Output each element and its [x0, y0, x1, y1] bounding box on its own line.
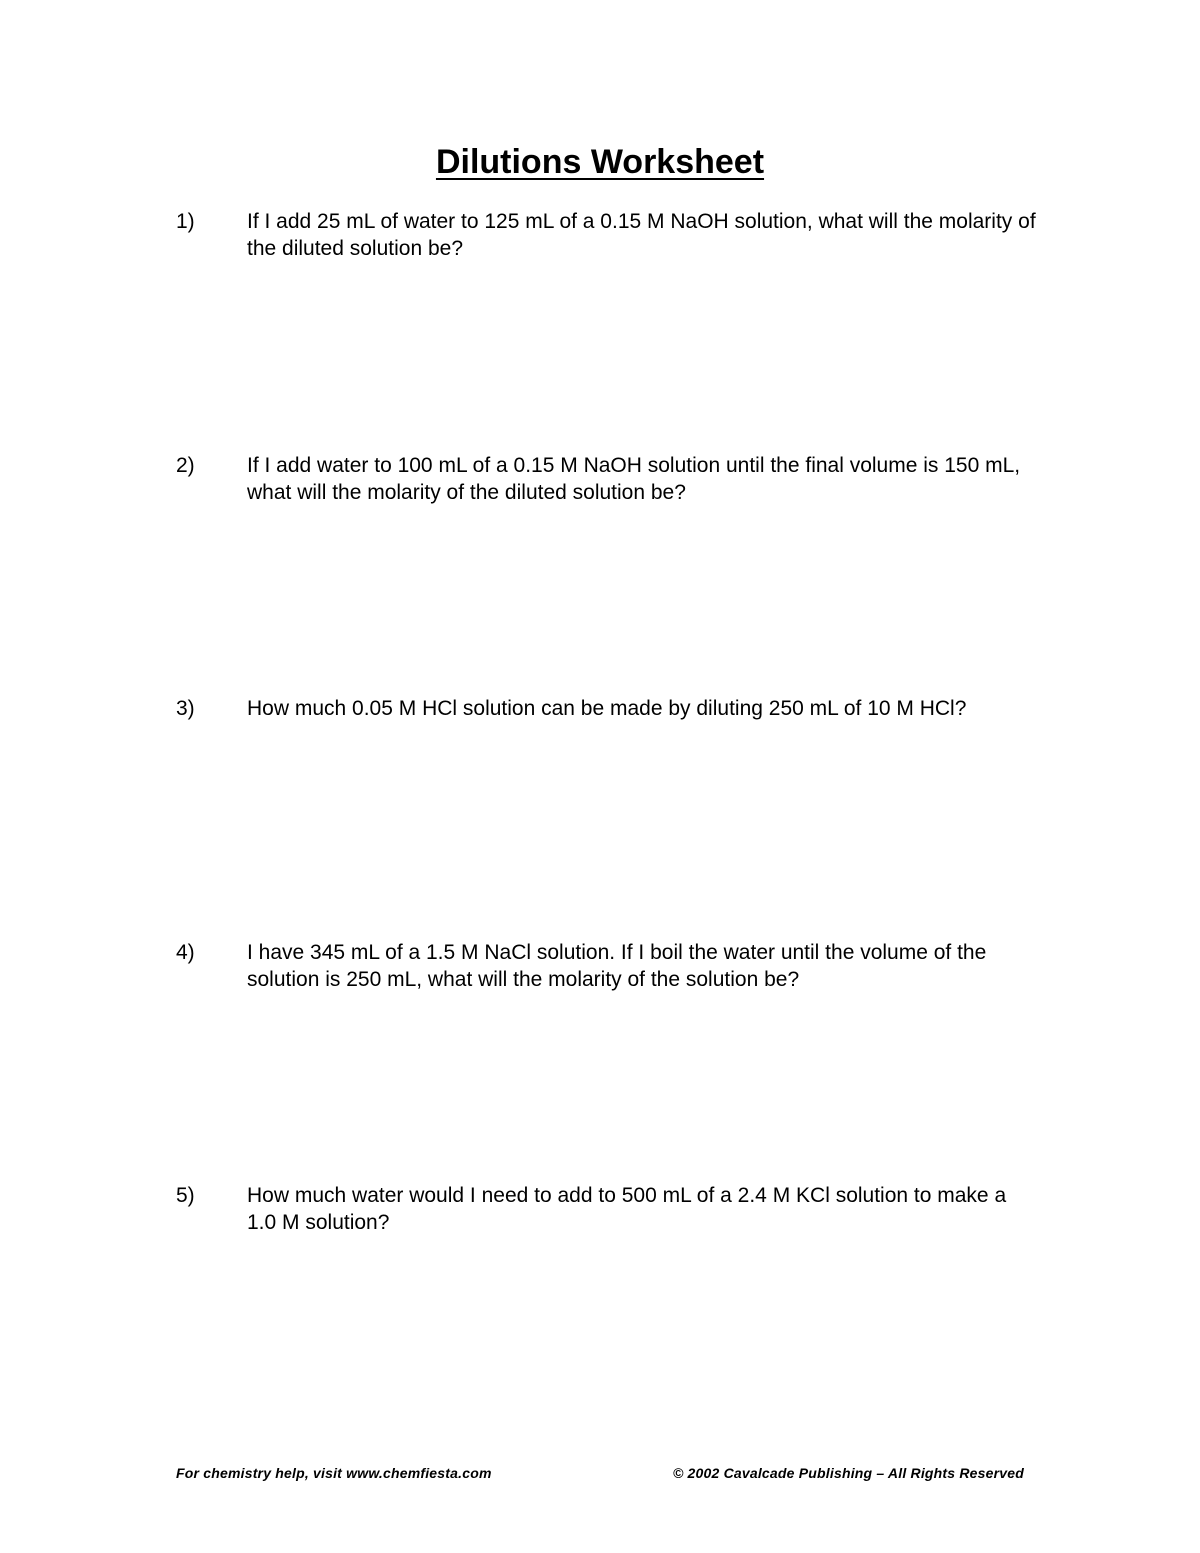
question-2: [176, 452, 1046, 506]
page-title: Dilutions Worksheet: [435, 143, 765, 181]
question-5: [176, 1182, 1046, 1236]
question-text: How much 0.05 M HCl solution can be made by diluting 250 mL of 10 M HCl?: [247, 697, 967, 720]
question-4: [176, 939, 1046, 993]
question-number: 1): [176, 210, 195, 233]
question-number: 3): [176, 697, 195, 720]
question-text: If I add 25 mL of water to 125 mL of a 0.15 M NaOH solution, what will the molarity of the diluted solution be?: [247, 210, 1036, 260]
footer-copyright: © 2002 Cavalcade Publishing – All Rights Reserved: [672, 1465, 1024, 1481]
question-text: How much water would I need to add to 500 mL of a 2.4 M KCl solution to make a 1.0 M solution?: [247, 1184, 1007, 1234]
question-number: 2): [176, 454, 195, 477]
question-text: I have 345 mL of a 1.5 M NaCl solution. If I boil the water until the volume of the solution is 250 mL, what will the molarity of the solution be?: [247, 941, 987, 991]
footer-help-text: For chemistry help, visit www.chemfiesta.com: [176, 1465, 492, 1481]
question-text: If I add water to 100 mL of a 0.15 M NaOH solution until the final volume is 150 mL, what will the molarity of the diluted solution be?: [247, 454, 1021, 504]
question-1: [176, 208, 1046, 262]
question-number: 5): [176, 1184, 195, 1207]
question-3: [176, 695, 1046, 722]
question-number: 4): [176, 941, 195, 964]
